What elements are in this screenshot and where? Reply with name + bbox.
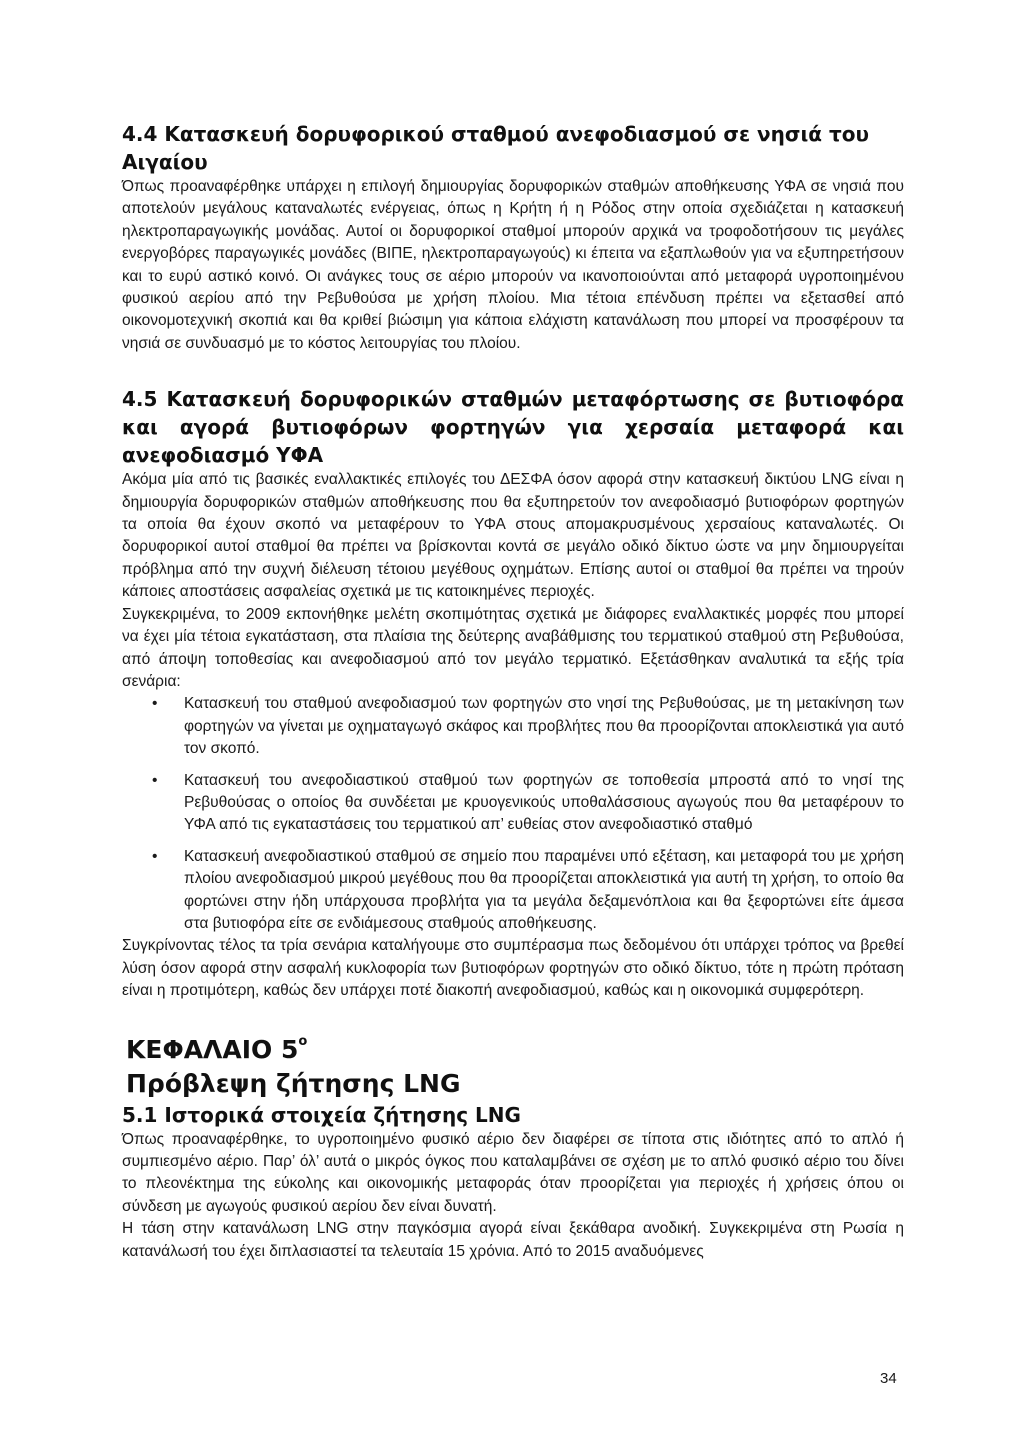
list-item-text: Κατασκευή του σταθμού ανεφοδιασμού των φορτηγών στο νησί της Ρεβυθούσας, με τη μετακίνηση των φορτηγών να γίνεται με οχηματαγωγό σκάφος και προβλήτες που θα προορίζονται αποκλειστικά για αυτό τον σκοπό. <box>184 695 904 758</box>
list-item <box>122 846 904 936</box>
bullet-icon: • <box>152 847 158 865</box>
spacer <box>122 1003 904 1033</box>
page-number: 34 <box>880 1370 897 1387</box>
section-5-1-heading: 5.1 Ιστορικά στοιχεία ζήτησης LNG <box>122 1102 521 1127</box>
bullet-icon: • <box>152 695 158 713</box>
section-4-5-paragraph-3: Συγκρίνοντας τέλος τα τρία σενάρια καταλήγουμε στο συμπέρασμα πως δεδομένου ότι υπάρχει τρόπος να βρεθεί λύση όσον αφορά στην ασφαλή κυκλοφορία των βυτιοφόρων φορτηγών στο οδικό δίκτυο, τότε η πρώτη πρόταση είναι η προτιμότερη, καθώς δεν υπάρχει ποτέ διακοπή ανεφοδιασμού, καθώς και η οικονομικά συμφερότερη. <box>122 937 904 1000</box>
list-item-text: Κατασκευή του ανεφοδιαστικού σταθμού των φορτηγών σε τοποθεσία μπροστά από το νησί της Ρεβυθούσας ο οποίος θα συνδέεται με κρυογενικούς υποθαλάσσιους αγωγούς που θα μεταφέρουν το ΥΦΑ από τις εγκαταστάσεις του τερματικού απ’ ευθείας στον ανεφοδιαστικό σταθμό <box>184 771 904 834</box>
chapter-ordinal: ο <box>298 1033 308 1049</box>
section-4-5-paragraph-2: Συγκεκριμένα, το 2009 εκπονήθηκε μελέτη σκοπιμότητας σχετικά με διάφορες εναλλακτικές μορφές που μπορεί να έχει μία τέτοια εγκατάσταση, στα πλαίσια της δεύτερης αναβάθμισης του τερματικού σταθμού στη Ρεβυθούσα, από άποψη τοποθεσίας και ανεφοδιασμού από τον μεγάλο τερματικό. Εξετάσθηκαν αναλυτικά τα εξής τρία σενάρια: <box>122 605 904 690</box>
chapter-label-text: ΚΕΦΑΛΑΙΟ 5 <box>126 1034 299 1064</box>
page-content <box>122 120 904 1263</box>
chapter-label <box>126 1033 904 1067</box>
chapter-heading <box>126 1033 904 1101</box>
section-4-5-heading: 4.5 Κατασκευή δορυφορικών σταθμών μεταφόρτωσης σε βυτιοφόρα και αγορά βυτιοφόρων φορτηγών για χερσαία μεταφορά και ανεφοδιασμό ΥΦΑ <box>122 387 904 468</box>
section-4-4-paragraph: Όπως προαναφέρθηκε υπάρχει η επιλογή δημιουργίας δορυφορικών σταθμών αποθήκευσης ΥΦΑ σε νησιά που αποτελούν μεγάλους καταναλωτές ενέργειας, όπως η Κρήτη ή η Ρόδος στην οποία σχεδιάζεται η κατασκευή ηλεκτροπαραγωγικής μονάδας. Αυτοί οι δορυφορικοί σταθμοί μπορούν αρχικά να τροφοδοτήσουν τις μεγάλες ενεργοβόρες παραγωγικές μονάδες (ΒΙΠΕ, ηλεκτροπαραγωγούς) κι έπειτα να εξαπλωθούν για να εξυπηρετήσουν και το ευρύ αστικό κοινό. Οι ανάγκες τους σε αέριο μπορούν να ικανοποιούνται από μεταφορά υγροποιημένου φυσικού αερίου από την Ρεβυθούσα με χρήση πλοίου. Μια τέτοια επένδυση πρέπει να εξετασθεί από οικονομοτεχνική σκοπιά και θα κριθεί βιώσιμη για κάποια ελάχιστη κατανάλωση που μπορεί να προσφέρουν τα νησιά σε συνδυασμό με το κόστος λειτουργίας του πλοίου. <box>122 178 904 352</box>
section-5-1-paragraph-1: Όπως προαναφέρθηκε, το υγροποιημένο φυσικό αέριο δεν διαφέρει σε τίποτα στις ιδιότητες από το απλό ή συμπιεσμένο αέριο. Παρ’ όλ’ αυτά ο μικρός όγκος που καταλαμβάνει σε σχέση με το απλό φυσικό αέριο του δίνει το πλεονέκτημα της εύκολης και οικονομικής μεταφοράς όταν προορίζεται για περιοχές ή χρήσεις όπου οι σύνδεση με αγωγούς φυσικού αερίου δεν είναι δυνατή. <box>122 1130 904 1215</box>
section-5-1-paragraph-2: Η τάση στην κατανάλωση LNG στην παγκόσμια αγορά είναι ξεκάθαρα ανοδική. Συγκεκριμένα στη Ρωσία η κατανάλωσή του έχει διπλασιαστεί τα τελευταία 15 χρόνια. Από το 2015 αναδυόμενες <box>122 1220 904 1260</box>
list-item <box>122 770 904 837</box>
list-item <box>122 693 904 760</box>
chapter-title: Πρόβλεψη ζήτησης LNG <box>126 1068 461 1098</box>
section-4-5-paragraph-1: Ακόμα μία από τις βασικές εναλλακτικές επιλογές του ΔΕΣΦΑ όσον αφορά στην κατασκευή δικτύου LNG είναι η δημιουργία δορυφορικών σταθμών αποθήκευσης που θα εξυπηρετούν τον ανεφοδιασμό βυτιοφόρων φορτηγών τα οποία θα έχουν σκοπό να μεταφέρουν το ΥΦΑ στους απομακρυσμένους χερσαίους καταναλωτές. Οι δορυφορικοί αυτοί σταθμοί θα πρέπει να βρίσκονται κοντά σε μεγάλο οδικό δίκτυο ώστε να μην δημιουργείται πρόβλημα από την συχνή διέλευση τέτοιου μεγέθους οχημάτων. Επίσης αυτοί οι σταθμοί θα πρέπει να τηρούν κάποιες αποστάσεις ασφαλείας σχετικά με τις κατοικημένες περιοχές. <box>122 471 904 601</box>
scenario-list <box>122 693 904 935</box>
bullet-icon: • <box>152 771 158 789</box>
list-item-text: Κατασκευή ανεφοδιαστικού σταθμού σε σημείο που παραμένει υπό εξέταση, και μεταφορά του με χρήση πλοίου ανεφοδιασμού μικρού μεγέθους που θα προορίζεται αποκλειστικά για αυτή τη χρήση, το οποίο θα φορτώνει στην ήδη υπάρχουσα προβλήτα για τα μεγάλα δεξαμενόπλοια και θα ξεφορτώνει είτε άμεσα στα βυτιοφόρα είτε σε ενδιάμεσους σταθμούς αποθήκευσης. <box>184 847 904 932</box>
section-4-4-heading: 4.4 Κατασκευή δορυφορικού σταθμού ανεφοδιασμού σε νησιά του Αιγαίου <box>122 122 869 174</box>
spacer <box>122 355 904 385</box>
